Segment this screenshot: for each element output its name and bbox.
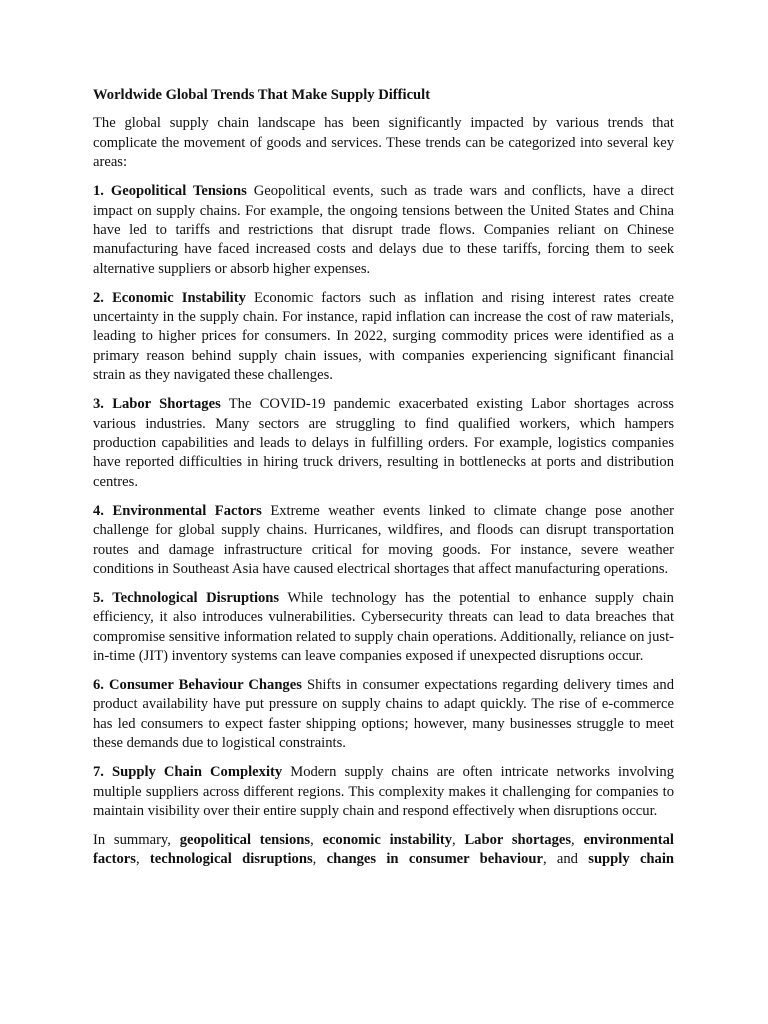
summary-separator: , — [542, 851, 557, 868]
summary-term: environmental factors — [93, 831, 674, 868]
document-page — [93, 86, 674, 879]
summary-term: geopolitical tensions — [179, 831, 311, 848]
summary-paragraph — [93, 831, 674, 870]
section-heading: 7. Supply Chain Complexity — [93, 764, 283, 781]
section-paragraph — [93, 289, 674, 386]
section-paragraph — [93, 502, 674, 580]
summary-separator: , — [571, 831, 584, 848]
summary-term: economic instability — [322, 831, 453, 848]
section-heading: 5. Technological Disruptions — [93, 589, 280, 606]
summary-separator: , — [452, 831, 465, 848]
section-paragraph — [93, 589, 674, 667]
section-paragraph — [93, 763, 674, 821]
summary-separator: , — [135, 851, 150, 868]
intro-paragraph: The global supply chain landscape has been significantly impacted by various trends that complicate the movement of goods and services. These trends can be categorized into several key areas: — [93, 115, 674, 171]
section-body: Extreme weather events linked to climate change pose another challenge for global supply chains. Hurricanes, wildfires, and floods can disrupt transportation routes and damage infrastructure critical for moving goods. For instance, severe weather conditions in Southeast Asia have caused electrical shortages that affect manufacturing operations. — [93, 502, 675, 577]
summary-and: and — [556, 851, 589, 868]
section-paragraph — [93, 676, 674, 754]
section-body: Economic factors such as inflation and rising interest rates create uncertainty in the supply chain. For instance, rapid inflation can increase the cost of raw materials, leading to higher prices for consumers. In 2022, surging commodity prices were identified as a primary reason behind supply chain issues, with companies experiencing significant financial strain as they navigated these challenges. — [93, 289, 674, 384]
section-body: The COVID-19 pandemic exacerbated existing Labor shortages across various industries. Many sectors are struggling to find qualified workers, which hampers production capabilities and leads to delays in fulfilling orders. For example, logistics companies have reported difficulties in hiring truck drivers, resulting in bottlenecks at ports and distribution centres. — [93, 396, 674, 490]
section-heading: 1. Geopolitical Tensions — [93, 183, 247, 200]
section-body: Geopolitical events, such as trade wars and conflicts, have a direct impact on supply chains. For example, the ongoing tensions between the United States and China have led to tariffs and restrictions that disrupt trade flows. Companies reliant on Chinese manufacturing have faced increased costs and delays due to these tariffs, forcing them to seek alternative suppliers or absorb higher expenses. — [93, 183, 674, 277]
section-heading: 6. Consumer Behaviour Changes — [93, 676, 302, 693]
summary-prefix: In summary, — [93, 831, 180, 848]
section-body: While technology has the potential to enhance supply chain efficiency, it also introduces vulnerabilities. Cybersecurity threats can lead to data breaches that compromise sensitive information related to supply chain operations. Additionally, reliance on just-in-time (JIT) inventory systems can leave companies exposed if unexpected disruptions occur. — [93, 589, 674, 665]
section-heading: 3. Labor Shortages — [93, 396, 221, 413]
section-body: Shifts in consumer expectations regarding delivery times and product availability have put pressure on supply chains to adapt quickly. The rise of e-commerce has led consumers to expect faster shipping options; however, many businesses struggle to meet these demands due to logistical constraints. — [93, 676, 674, 752]
summary-term: technological disruptions — [149, 851, 313, 868]
summary-separator: , — [312, 851, 327, 868]
summary-term: supply chain — [588, 851, 675, 868]
section-heading: 2. Economic Instability — [93, 289, 246, 306]
section-body: Modern supply chains are often intricate networks involving multiple suppliers across different regions. This complexity makes it challenging for companies to maintain visibility over their entire supply chain and respond effectively when disruptions occur. — [93, 764, 674, 819]
summary-term: Labor shortages — [464, 831, 572, 848]
section-heading: 4. Environmental Factors — [93, 502, 262, 519]
summary-term: changes in consumer behaviour — [326, 851, 543, 868]
section-paragraph — [93, 182, 674, 279]
document-title: Worldwide Global Trends That Make Supply Difficult — [93, 87, 431, 103]
summary-separator: , — [310, 831, 323, 848]
sections-list — [93, 182, 674, 821]
section-paragraph — [93, 395, 674, 492]
